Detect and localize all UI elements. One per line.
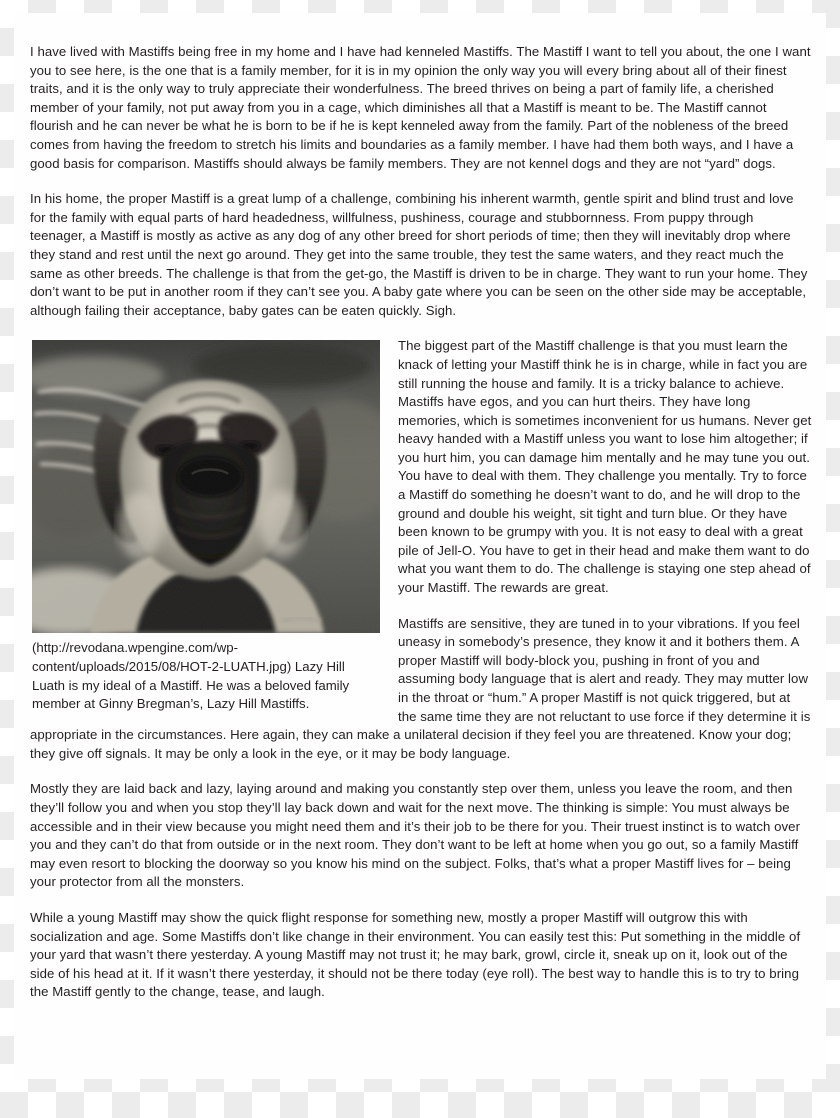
figure-caption-url: (http://revodana.wpengine.com/wp-content/uploads/2015/08/HOT-2-LUATH.jpg) [32, 640, 292, 674]
paragraph-2: In his home, the proper Mastiff is a great lump of a challenge, combining his inherent warmth, gentle spirit and blind trust and love for the family with equal parts of hard headedness, willfulness, pushiness, courage and stubbornness. From puppy through teenager, a Mastiff is mostly as active as any dog of any other breed for short periods of time; then they will inevitably drop where they stand and rest until the next go around. They get into the same trouble, they test the same waters, and they react much the same as other breeds. The challenge is that from the get-go, the Mastiff is driven to be in charge. They want to run your home. They don’t want to be put in another room if they can’t see you. A baby gate where you can be seen on the other side may be acceptable, although failing their acceptance, baby gates can be eaten quickly. Sigh. [30, 191, 808, 318]
paragraph-6: While a young Mastiff may show the quick flight response for something new, mostly a proper Mastiff will outgrow this with socialization and age. Some Mastiffs don’t like change in their environment. You can easily test this: Put something in the middle of your yard that wasn’t there yesterday. A young Mastiff may not trust it; he may bark, growl, circle it, sneak up on it, look out of the side of his head at it. If it wasn’t there yesterday, it should not be there today (eye roll). The best way to handle this is to try to bring the Mastiff gently to the change, tease, and laugh. [30, 909, 801, 1000]
figure-block [32, 340, 384, 713]
paragraph-4: Mastiffs are sensitive, they are tuned in to your vibrations. If you feel uneasy in somebody’s presence, they know it and it bothers them. A proper Mastiff will body-block you, pushing in front of you and assuming body language that is alert and ready. They may mutter low in the throat or “hum.” A proper Mastiff is not quick triggered, but at the same time they are not reluctant to use force if they determine it is appropriate in the circumstances. Here again, they can make a unilateral decision if they feel you are threatened. Know your dog; they give off signals. It may be only a look in the eye, or it may be body language. [30, 615, 811, 761]
figure-caption-text: Lazy Hill Luath is my ideal of a Mastiff. He was a beloved family member at Ginny Bregman’s, Lazy Hill Mastiffs. [32, 658, 350, 712]
figure-caption [32, 639, 372, 713]
paragraph-5: Mostly they are laid back and lazy, laying around and making you constantly step over them, unless you leave the room, and then they’ll follow you and when you stop they’ll lay back down and wait for the next move. The thinking is simple: You must always be accessible and in their view because you might need them and it’s their job to be there for you. Their truest instinct is to watch over you and they can’t do that from outside or in the next room. They don’t want to be left at home when you go out, so a family Mastiff may even resort to blocking the doorway so you know his mind on the subject. Folks, that’s what a proper Mastiff lives for – being your protector from all the monsters. [30, 781, 801, 890]
document-body [30, 43, 812, 1019]
mastiff-photo [32, 340, 380, 633]
document-page [14, 13, 826, 1079]
paragraph-3: The biggest part of the Mastiff challenge is that you must learn the knack of letting your Mastiff think he is in charge, while in fact you are still running the house and family. It is a tricky balance to achieve. Mastiffs have egos, and you can hurt theirs. They have long memories, which is sometimes inconvenient for us humans. Never get heavy handed with a Mastiff unless you want to lose him altogether; if you hurt him, you can damage him mentally and he may tune you out. You have to deal with them. They challenge you mentally. Try to force a Mastiff do something he doesn’t want to do, and he will drop to the ground and double his weight, sit tight and turn blue. Or they have been known to be grumpy with you. It is not easy to deal with a great pile of Jell-O. You have to get in their head and make them want to do what you want them to do. The challenge is staying one step ahead of your Mastiff. The rewards are great. [398, 338, 812, 596]
paragraph-1: I have lived with Mastiffs being free in my home and I have had kenneled Mastiffs. The Mastiff I want to tell you about, the one I want you to see here, is the one that is a family member, for it is in my opinion the only way you will every bring about all of their finest traits, and it is the only way to truly appreciate their wonderfulness. The breed thrives on being a part of family life, a cherished member of your family, not put away from you in a cage, which diminishes all that a Mastiff is meant to be. The Mastiff cannot flourish and he can never be what he is born to be if he is kept kenneled away from the family. Part of the nobleness of the breed comes from having the freedom to stretch his limits and boundaries as a family member. I have had them both ways, and I have a good basis for comparison. Mastiffs should always be family members. They are not kennel dogs and they are not “yard” dogs. [30, 44, 811, 171]
